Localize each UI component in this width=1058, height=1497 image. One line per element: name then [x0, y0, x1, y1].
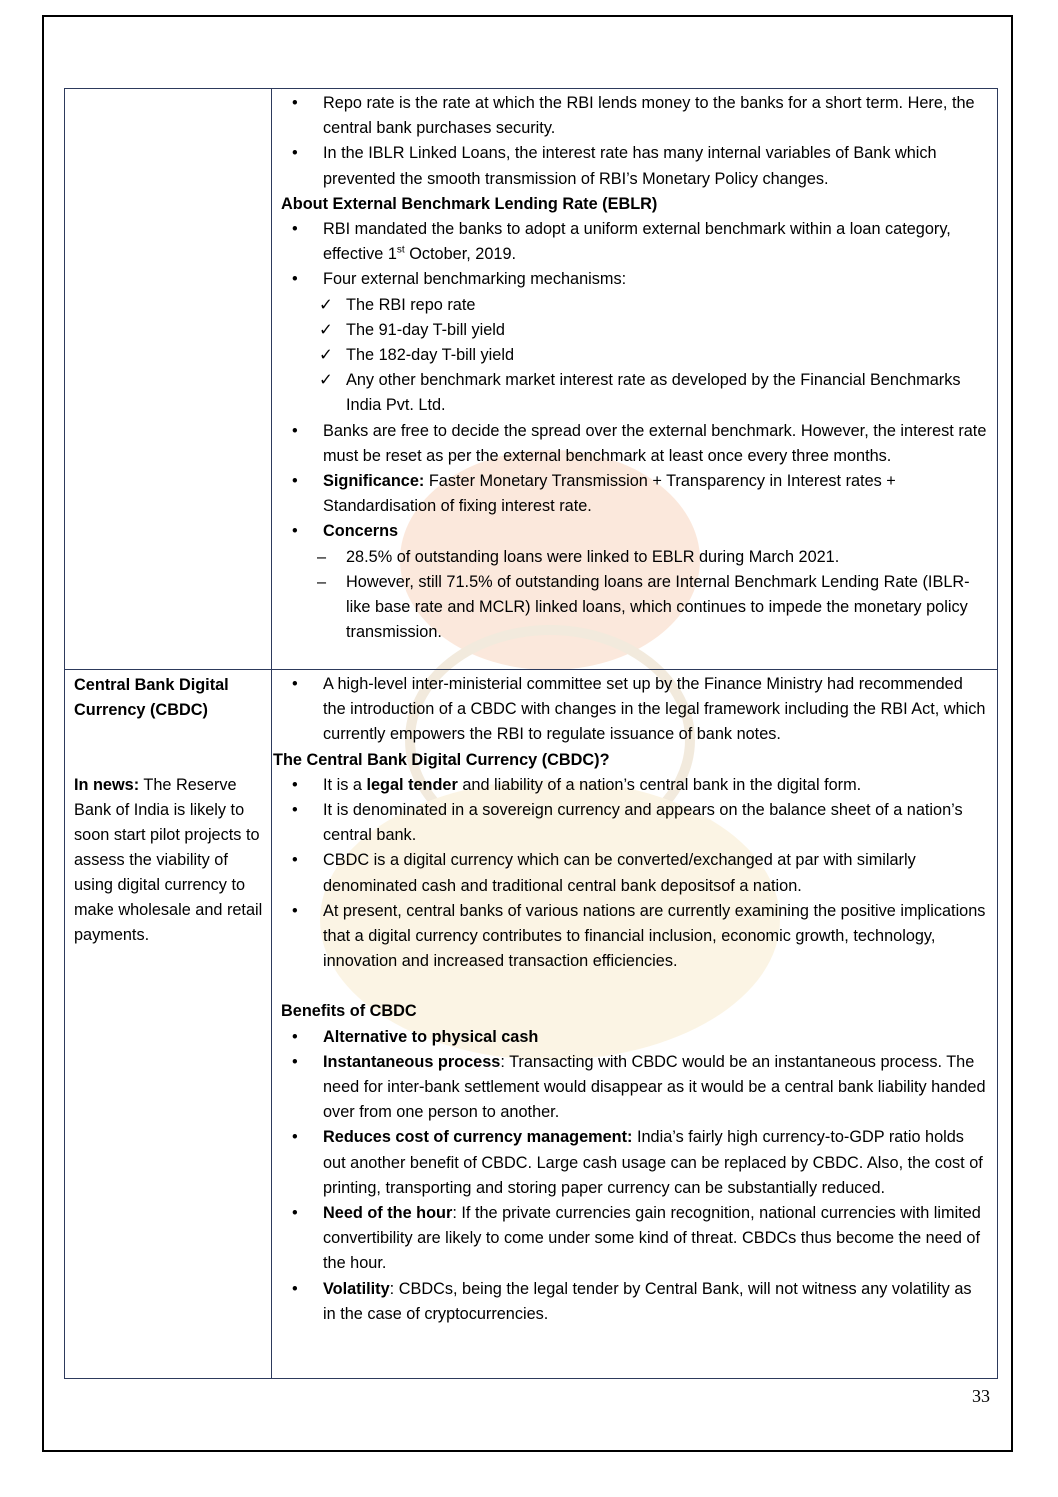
bullet-icon: •	[292, 270, 298, 289]
bullet-icon: •	[292, 1052, 298, 1071]
bullet-icon: •	[292, 675, 298, 693]
item-text: and liability of a nation’s central bank in the digital form.	[457, 775, 862, 794]
bullet-icon: •	[292, 1128, 298, 1147]
bullet-icon: •	[292, 1279, 298, 1298]
bullet-item	[281, 419, 987, 469]
item-text: : If the private currencies gain recognition, national currencies with limited convertibility are likely to come under some kind of threat. CBDCs thus become the need of the hour.	[323, 1204, 981, 1273]
item-text: The RBI repo rate	[346, 295, 476, 314]
item-text: Banks are free to decide the spread over the external benchmark. However, the interest rate must be reset as per the external benchmark at least once every three months.	[323, 421, 987, 465]
dash-item	[281, 545, 987, 570]
bullet-item	[281, 267, 987, 292]
check-item	[281, 318, 987, 343]
item-text: It is a	[323, 775, 367, 794]
bullet-icon: •	[292, 421, 298, 440]
bullet-item	[281, 672, 987, 748]
item-bold-label: Instantaneous process	[323, 1052, 501, 1071]
item-text: Repo rate is the rate at which the RBI lends money to the banks for a short term. Here, the central bank purchases security.	[323, 94, 975, 138]
bullet-icon: •	[292, 220, 298, 239]
bullet-icon: •	[292, 775, 298, 794]
in-news-text	[74, 773, 263, 948]
item-text: However, still 71.5% of outstanding loans are Internal Benchmark Lending Rate (IBLR- like base rate and MCLR) linked loans, which continues to impede the monetary policy transmission.	[346, 572, 970, 642]
bullet-item	[281, 1025, 987, 1050]
bullet-icon: •	[292, 851, 298, 870]
bullet-icon: •	[292, 472, 298, 491]
content-cell	[272, 89, 998, 670]
section-heading: Benefits of CBDC	[281, 1002, 417, 1021]
bullet-item	[281, 1050, 987, 1126]
spacer	[281, 974, 987, 999]
check-item	[281, 293, 987, 318]
item-text: The 182-day T-bill yield	[346, 346, 515, 365]
item-bold-label: Volatility	[323, 1279, 390, 1298]
item-bold-label: Need of the hour	[323, 1204, 453, 1223]
in-news-body: The Reserve Bank of India is likely to soon start pilot projects to assess the viability of using digital currency to make wholesale and retail payments.	[74, 776, 263, 944]
checkmark-icon: ✓	[319, 320, 333, 339]
item-text: In the IBLR Linked Loans, the interest rate has many internal variables of Bank which prevented the smooth transmission of RBI’s Monetary Policy changes.	[323, 144, 937, 188]
bullet-item	[281, 217, 987, 267]
page-number: 33	[972, 1386, 990, 1406]
item-text: Any other benchmark market interest rate as developed by the Financial Benchmarks India Pvt. Ltd.	[346, 371, 961, 415]
bullet-icon: •	[292, 1204, 298, 1223]
bullet-icon: •	[292, 144, 298, 163]
checkmark-icon: ✓	[319, 295, 333, 314]
content-table	[64, 88, 998, 1379]
item-text: The 91-day T-bill yield	[346, 320, 505, 339]
check-item	[281, 343, 987, 368]
topic-title: Central Bank Digital Currency (CBDC)	[74, 676, 229, 719]
item-text: A high-level inter-ministerial committee set up by the Finance Ministry had recommended the introduction of a CBDC with changes in the legal framework including the RBI Act, which currently empowers the RBI to regulate issuance of bank notes.	[323, 675, 986, 744]
item-bold-label: Reduces cost of currency management:	[323, 1128, 633, 1147]
dash-item	[281, 570, 987, 646]
item-text: India’s fairly high currency-to-GDP ratio holds out another benefit of CBDC. Large cash usage can be replaced by CBDC. Also, the cost of printing, transporting and storing paper currency can be substantially reduced.	[323, 1128, 983, 1197]
table-row-cbdc	[65, 670, 998, 1379]
bullet-item	[281, 141, 987, 191]
item-text: Four external benchmarking mechanisms:	[323, 270, 627, 289]
table-row-eblr	[65, 89, 998, 670]
item-bold-label: Significance:	[323, 472, 425, 491]
in-news-label: In news:	[74, 776, 140, 794]
item-bold-term: legal tender	[366, 775, 458, 794]
bullet-item	[281, 773, 987, 798]
bullet-icon: •	[292, 801, 298, 820]
item-text: 28.5% of outstanding loans were linked to EBLR during March 2021.	[346, 547, 840, 566]
checkmark-icon: ✓	[319, 371, 333, 390]
dash-icon: –	[317, 572, 327, 591]
item-bold-label: Concerns	[323, 522, 399, 541]
bullet-item	[281, 519, 987, 544]
item-text: : CBDCs, being the legal tender by Central Bank, will not witness any volatility as in the case of cryptocurrencies.	[323, 1279, 972, 1323]
bullet-icon: •	[292, 901, 298, 920]
item-text: At present, central banks of various nations are currently examining the positive implications that a digital currency contributes to financial inclusion, economic growth, technology, innovation and increased transaction efficiencies.	[323, 901, 986, 971]
bullet-icon: •	[292, 522, 298, 541]
bullet-item	[281, 798, 987, 848]
topic-cell	[65, 670, 272, 1379]
bullet-item	[281, 848, 987, 898]
bullet-item	[281, 469, 987, 519]
bullet-icon: •	[292, 1027, 298, 1046]
bullet-item	[281, 899, 987, 975]
content-cell	[272, 670, 998, 1379]
item-text: October, 2019.	[404, 245, 517, 264]
item-text: RBI mandated the banks to adopt a uniform external benchmark within a loan category, effective 1	[323, 220, 951, 264]
checkmark-icon: ✓	[319, 346, 333, 365]
item-text: Faster Monetary Transmission + Transparency in Interest rates + Standardisation of fixing interest rate.	[323, 472, 896, 516]
topic-cell	[65, 89, 272, 670]
check-item	[281, 368, 987, 418]
bullet-item	[281, 1277, 987, 1327]
bullet-item	[281, 91, 987, 141]
superscript: st	[396, 244, 405, 256]
item-bold-label: Alternative to physical cash	[323, 1027, 539, 1046]
section-heading: About External Benchmark Lending Rate (EBLR)	[281, 194, 658, 213]
section-heading: The Central Bank Digital Currency (CBDC)?	[273, 750, 610, 769]
bullet-icon: •	[292, 94, 298, 112]
bullet-item	[281, 1201, 987, 1277]
item-text: CBDC is a digital currency which can be converted/exchanged at par with similarly denominated cash and traditional central bank depositsof a nation.	[323, 851, 916, 895]
dash-icon: –	[317, 547, 327, 566]
bullet-item	[281, 1125, 987, 1201]
item-text: : Transacting with CBDC would be an instantaneous process. The need for inter-bank settlement would disappear as it would be a central bank liability handed over from one person to another.	[323, 1052, 986, 1122]
item-text: It is denominated in a sovereign currency and appears on the balance sheet of a nation’s central bank.	[323, 801, 963, 845]
